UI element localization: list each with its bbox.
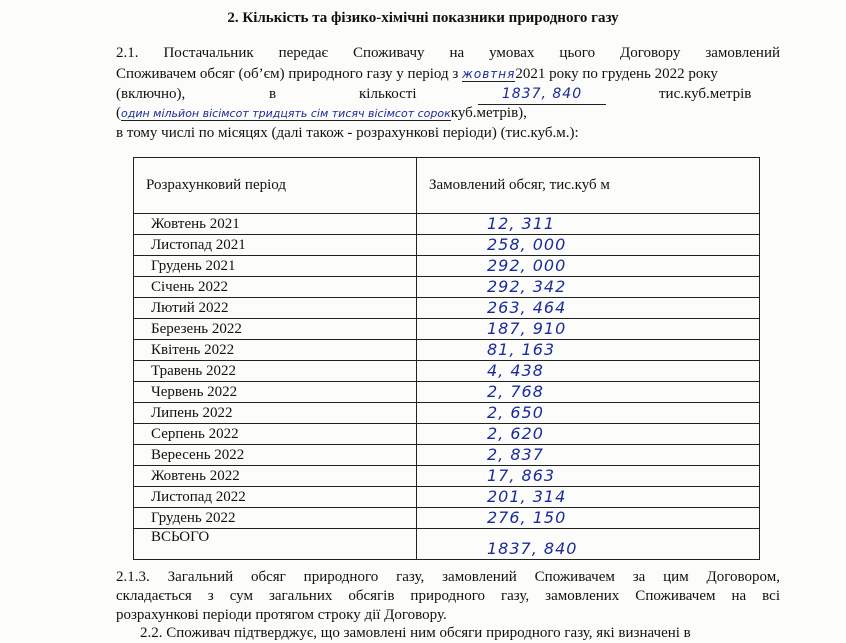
- table-row: [134, 403, 760, 424]
- period-cell: Жовтень 2021: [134, 214, 417, 235]
- p21-line3-b: в: [269, 86, 277, 102]
- p21-line3-a: (включно),: [116, 86, 186, 102]
- handwritten-total: 1837, 840: [478, 85, 606, 105]
- volume-cell: [417, 403, 760, 424]
- period-cell: Липень 2022: [134, 403, 417, 424]
- period-cell: Грудень 2022: [134, 508, 417, 529]
- table-row: [134, 214, 760, 235]
- handwritten-total-volume: 1837, 840: [487, 539, 578, 558]
- volume-cell: [417, 508, 760, 529]
- handwritten-volume: 292, 000: [487, 256, 567, 275]
- handwritten-volume: 2, 768: [487, 382, 544, 401]
- p21-line2-text-end: 2021 року по грудень 2022 року: [515, 66, 718, 82]
- table-row: [134, 235, 760, 256]
- p21-line3-c: кількості: [359, 86, 417, 102]
- period-cell: Квітень 2022: [134, 340, 417, 361]
- table-header-row: [134, 158, 760, 214]
- handwritten-volume: 17, 863: [487, 466, 556, 485]
- handwritten-words: один мільйон вісімсот тридцять сім тисяч вісімсот сорок: [121, 107, 451, 120]
- table-row: [134, 319, 760, 340]
- p21-line3-d: тис.куб.метрів: [659, 86, 752, 102]
- volume-cell: [417, 319, 760, 340]
- table-row: [134, 340, 760, 361]
- p22-partial: 2.2. Споживач підтверджує, що замовлені ним обсяги природного газу, які визначені в: [140, 625, 691, 641]
- handwritten-volume: 4, 438: [487, 361, 544, 380]
- p21-line2: [116, 65, 780, 84]
- period-cell: Серпень 2022: [134, 424, 417, 445]
- volume-cell: [417, 235, 760, 256]
- period-cell: Листопад 2021: [134, 235, 417, 256]
- volume-table: [133, 157, 760, 560]
- period-cell: Листопад 2022: [134, 487, 417, 508]
- table-row: [134, 256, 760, 277]
- table-row: [134, 424, 760, 445]
- period-cell: Червень 2022: [134, 382, 417, 403]
- table-row: [134, 382, 760, 403]
- volume-cell: [417, 340, 760, 361]
- handwritten-volume: 276, 150: [487, 508, 567, 527]
- handwritten-volume: 2, 620: [487, 424, 544, 443]
- table-row: [134, 298, 760, 319]
- table-row: [134, 508, 760, 529]
- table-row: [134, 466, 760, 487]
- volume-cell: [417, 445, 760, 466]
- p21-line1: 2.1. Постачальник передає Споживачу на умовах цього Договору замовлений: [116, 45, 780, 61]
- volume-cell: [417, 214, 760, 235]
- table-row: [134, 277, 760, 298]
- handwritten-volume: 201, 314: [487, 487, 567, 506]
- volume-cell: [417, 466, 760, 487]
- handwritten-volume: 81, 163: [487, 340, 556, 359]
- total-label: ВСЬОГО: [134, 529, 417, 560]
- period-cell: Березень 2022: [134, 319, 417, 340]
- handwritten-volume: 2, 650: [487, 403, 544, 422]
- p213-line3: розрахункові періоди протягом строку дії Договору.: [116, 607, 447, 623]
- p21-line4: [116, 104, 780, 123]
- header-volume: Замовлений обсяг, тис.куб м: [417, 158, 760, 214]
- volume-cell: [417, 487, 760, 508]
- total-volume-cell: [417, 529, 760, 560]
- period-cell: Січень 2022: [134, 277, 417, 298]
- p213-line2: складається з сум загальних обсягів природного газу, замовлених Споживачем на всі: [116, 588, 780, 604]
- total-row: [134, 529, 760, 560]
- period-cell: Жовтень 2022: [134, 466, 417, 487]
- period-cell: Вересень 2022: [134, 445, 417, 466]
- p21-line4-text: куб.метрів),: [450, 105, 527, 121]
- handwritten-month: жовтня: [462, 67, 516, 81]
- volume-cell: [417, 298, 760, 319]
- table-row: [134, 361, 760, 382]
- period-cell: Лютий 2022: [134, 298, 417, 319]
- handwritten-volume: 258, 000: [487, 235, 567, 254]
- p21-line2-text: Споживачем обсяг (об’єм) природного газу у період з: [116, 66, 459, 82]
- handwritten-volume: 187, 910: [487, 319, 567, 338]
- handwritten-volume: 263, 464: [487, 298, 567, 317]
- p21-line4-paren: (: [116, 105, 121, 121]
- volume-cell: [417, 277, 760, 298]
- volume-cell: [417, 256, 760, 277]
- period-cell: Травень 2022: [134, 361, 417, 382]
- header-period: Розрахунковий період: [134, 158, 417, 214]
- handwritten-volume: 2, 837: [487, 445, 544, 464]
- section-title: 2. Кількість та фізико-хімічні показники природного газу: [227, 10, 619, 26]
- handwritten-volume: 12, 311: [487, 214, 556, 233]
- volume-cell: [417, 424, 760, 445]
- table-row: [134, 487, 760, 508]
- volume-cell: [417, 361, 760, 382]
- p213-line1: 2.1.3. Загальний обсяг природного газу, замовлений Споживачем за цим Договором,: [116, 569, 780, 585]
- p21-line5: в тому числі по місяцях (далі також - розрахункові періоди) (тис.куб.м.):: [116, 125, 579, 141]
- volume-cell: [417, 382, 760, 403]
- period-cell: Грудень 2021: [134, 256, 417, 277]
- handwritten-volume: 292, 342: [487, 277, 567, 296]
- table-row: [134, 445, 760, 466]
